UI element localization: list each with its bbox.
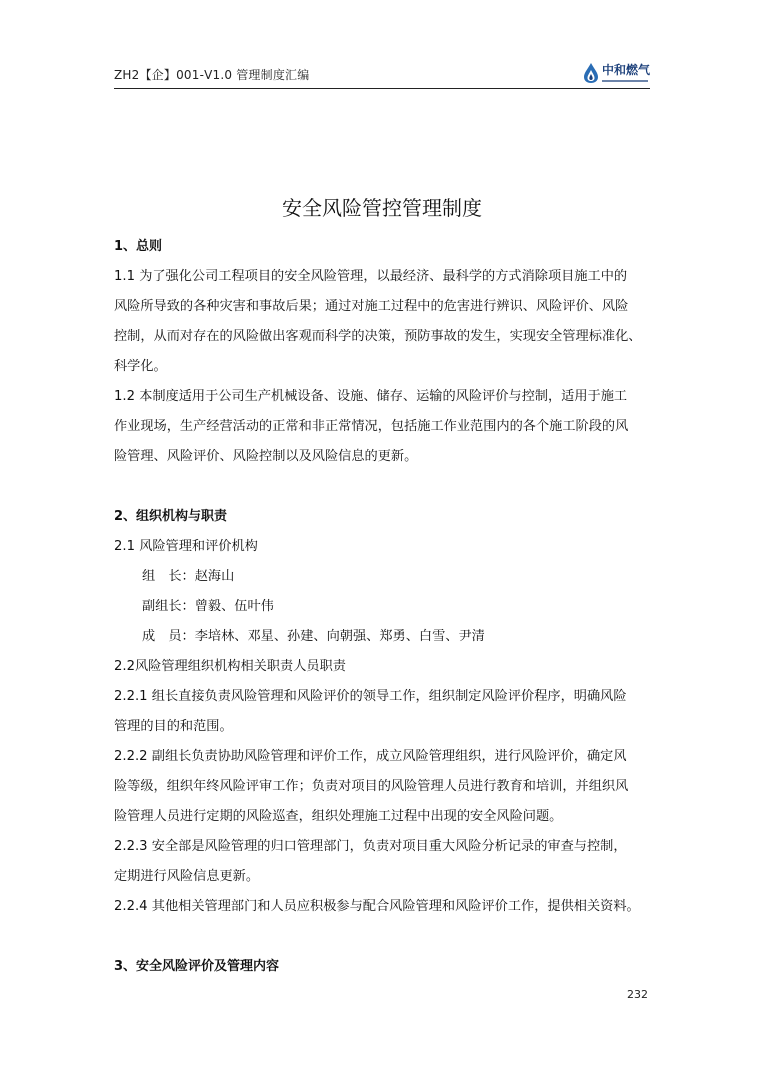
document-title: 安全风险管控管理制度 xyxy=(282,196,482,220)
clause-number: 2.2.4 xyxy=(114,899,148,914)
clause-text: 副组长负责协助风险管理和评价工作，成立风险管理组织，进行风险评价，确定风 xyxy=(151,749,627,764)
clause-2-1 xyxy=(114,532,654,562)
section-2-heading: 2、组织机构与职责 xyxy=(114,509,228,524)
clause-text: 组长直接负责风险管理和风险评价的领导工作，组织制定风险评价程序，明确风险 xyxy=(151,689,627,704)
clause-text: 风险管理组织机构相关职责人员职责 xyxy=(134,659,346,674)
paragraph-1-1-line: 控制，从而对存在的风险做出客观而科学的决策，预防事故的发生，实现安全管理标准化、 xyxy=(114,329,642,344)
section-1-heading: 1、总则 xyxy=(114,239,163,254)
section-3-heading: 3、安全风险评价及管理内容 xyxy=(114,959,280,974)
company-logo xyxy=(583,62,650,84)
clause-number: 2.1 xyxy=(114,539,135,554)
section-spacer xyxy=(114,922,654,952)
clause-text: 风险管理和评价机构 xyxy=(139,539,258,554)
paragraph-2-2-1-line xyxy=(114,682,654,712)
paragraph-2-2-3-line: 定期进行风险信息更新。 xyxy=(114,869,260,884)
paragraph-2-2-3-line xyxy=(114,832,654,862)
paragraph-2-2-4-line xyxy=(114,892,654,922)
clause-number: 2.2.3 xyxy=(114,839,148,854)
paragraph-1-1-line xyxy=(114,262,654,292)
deputy-leader-line: 副组长：曾毅、伍叶伟 xyxy=(142,599,274,614)
page-number: 232 xyxy=(627,988,648,1001)
clause-text: 其他相关管理部门和人员应积极参与配合风险管理和风险评价工作，提供相关资料。 xyxy=(151,899,640,914)
paragraph-1-2-line: 作业现场，生产经营活动的正常和非正常情况，包括施工作业范围内的各个施工阶段的风 xyxy=(114,419,629,434)
clause-text: 本制度适用于公司生产机械设备、设施、储存、运输的风险评价与控制，适用于施工 xyxy=(139,389,628,404)
paragraph-2-2-2-line xyxy=(114,742,654,772)
header-doc-code: ZH2【企】001-V1.0 管理制度汇编 xyxy=(114,68,310,82)
paragraph-1-2-line xyxy=(114,382,654,412)
clause-text: 安全部是风险管理的归口管理部门，负责对项目重大风险分析记录的审查与控制， xyxy=(151,839,627,854)
leader-line: 组 长：赵海山 xyxy=(142,569,235,584)
logo-subline xyxy=(602,80,648,82)
paragraph-1-1-line: 科学化。 xyxy=(114,359,167,374)
page-header xyxy=(114,62,650,88)
clause-number: 1.1 xyxy=(114,269,135,284)
clause-number: 2.2 xyxy=(114,659,135,674)
clause-text: 为了强化公司工程项目的安全风险管理，以最经济、最科学的方式消除项目施工中的 xyxy=(139,269,628,284)
header-rule xyxy=(114,88,650,89)
section-spacer xyxy=(114,472,654,502)
paragraph-1-1-line: 风险所导致的各种灾害和事故后果；通过对施工过程中的危害进行辨识、风险评价、风险 xyxy=(114,299,629,314)
paragraph-2-2-1-line: 管理的目的和范围。 xyxy=(114,719,233,734)
clause-number: 1.2 xyxy=(114,389,135,404)
logo-company-name: 中和燃气 xyxy=(601,63,650,77)
members-line: 成 员：李培林、邓星、孙建、向朝强、郑勇、白雪、尹清 xyxy=(142,629,485,644)
clause-number: 2.2.1 xyxy=(114,689,148,704)
paragraph-2-2-2-line: 险管理人员进行定期的风险巡查，组织处理施工过程中出现的安全风险问题。 xyxy=(114,809,563,824)
clause-number: 2.2.2 xyxy=(114,749,148,764)
paragraph-1-2-line: 险管理、风险评价、风险控制以及风险信息的更新。 xyxy=(114,449,418,464)
paragraph-2-2-2-line: 险等级，组织年终风险评审工作；负责对项目的风险管理人员进行教育和培训，并组织风 xyxy=(114,779,629,794)
document-body xyxy=(114,232,654,982)
clause-2-2 xyxy=(114,652,654,682)
flame-drop-icon xyxy=(583,62,599,84)
